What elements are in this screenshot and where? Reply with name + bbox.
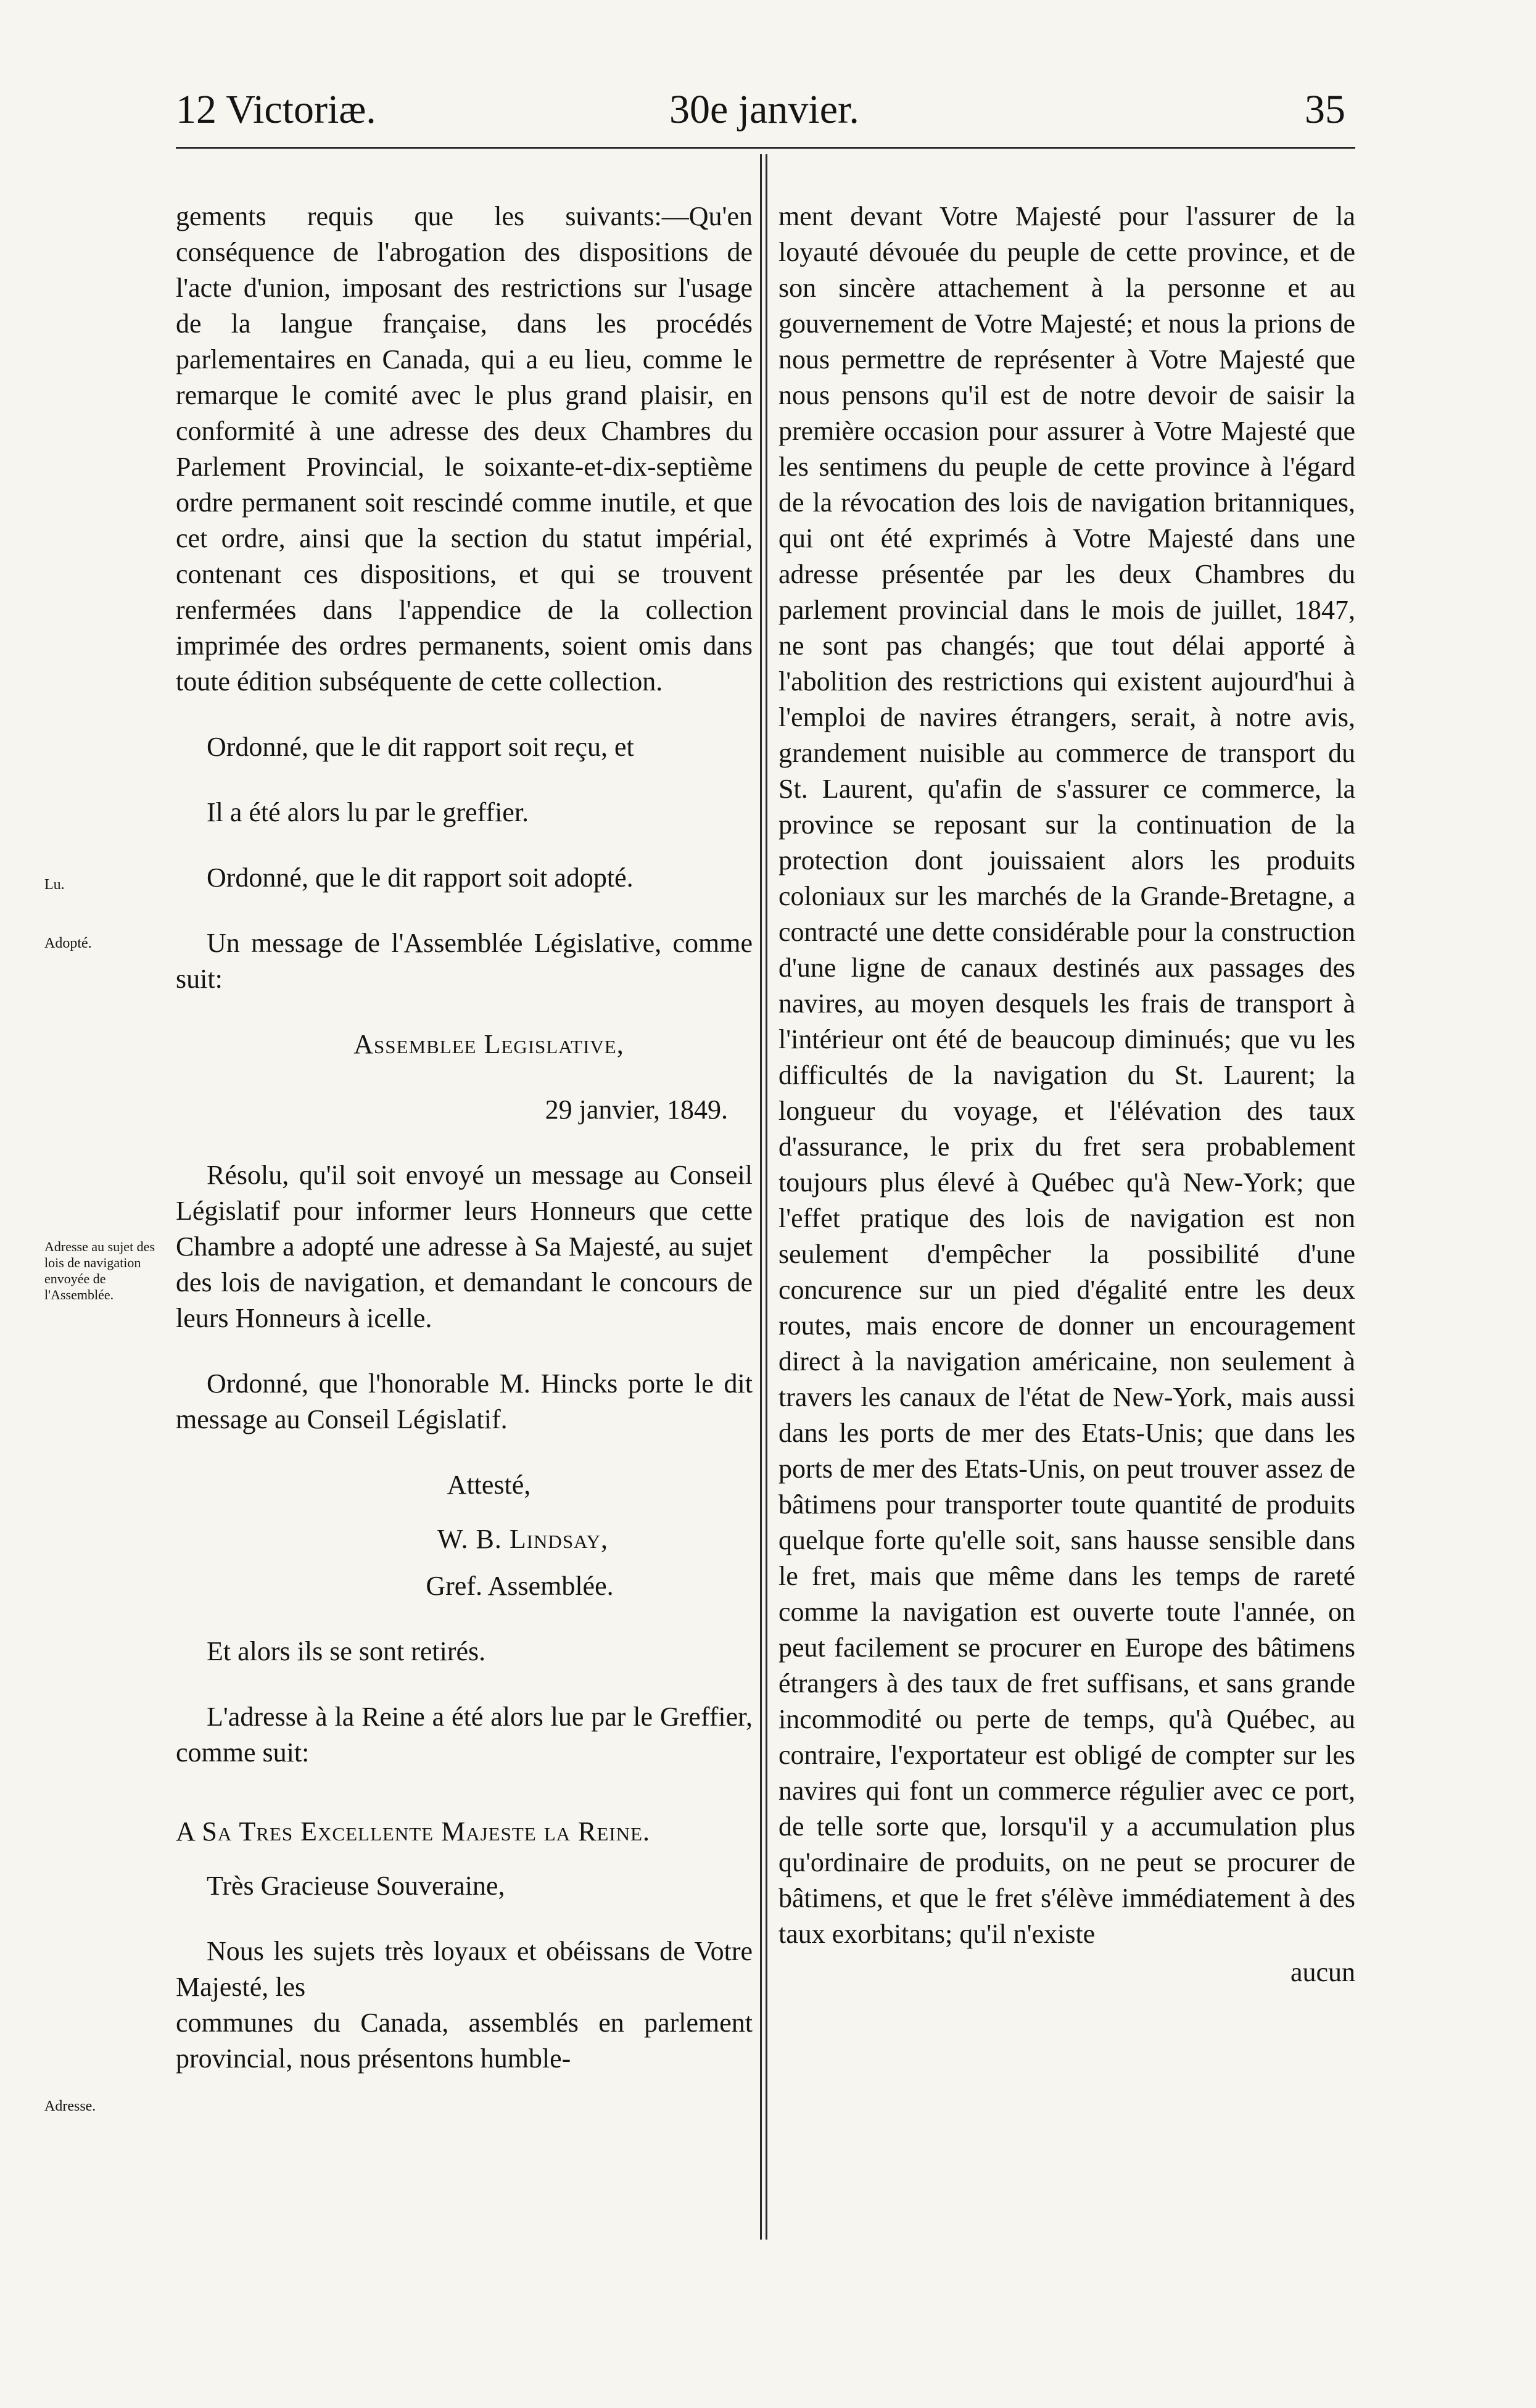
right-column bbox=[778, 199, 1355, 1990]
paragraph: Attesté, bbox=[447, 1470, 531, 1500]
paragraph: communes du Canada, assemblés en parlement provincial, nous présentons humble- bbox=[176, 2008, 753, 2074]
paragraph: Ordonné, que le dit rapport soit adopté. bbox=[207, 863, 634, 893]
paragraph: Il a été alors lu par le greffier. bbox=[207, 797, 529, 827]
catchword: aucun bbox=[1290, 1957, 1355, 1987]
paragraph: Ordonné, que l'honorable M. Hincks porte le dit message au Conseil Législatif. bbox=[176, 1368, 753, 1434]
regnal-year: 12 Victoriæ. bbox=[176, 87, 376, 132]
paragraph: Nous les sujets très loyaux et obéissans de Votre Majesté, les bbox=[176, 1936, 753, 2002]
paragraph: Résolu, qu'il soit envoyé un message au Conseil Législatif pour informer leurs Honneurs que cette Chambre a adopté une adresse à Sa Majesté, au sujet des lois de navigation, et demandant le concours de leurs Honneurs à icelle. bbox=[176, 1160, 753, 1333]
paragraph: Assemblee Legislative, bbox=[353, 1029, 624, 1059]
paragraph: L'adresse à la Reine a été alors lue par le Greffier, comme suit: bbox=[176, 1702, 753, 1768]
margin-note-adresse-navigation: Adresse au sujet des lois de navigation envoyée de l'Assemblée. bbox=[44, 1239, 155, 1302]
paragraph: Un message de l'Assemblée Législative, comme suit: bbox=[176, 928, 753, 994]
paragraph: Et alors ils se sont retirés. bbox=[207, 1636, 486, 1666]
header-rule bbox=[176, 147, 1355, 149]
paragraph: Très Gracieuse Souveraine, bbox=[207, 1871, 505, 1901]
paragraph: gements requis que les suivants:—Qu'en conséquence de l'abrogation des dispositions de l'acte d'union, imposant des restrictions sur l'usage de la langue française, dans les procédés parlementaires en Canada, qui a eu lieu, comme le remarque le comité avec le plus grand plaisir, en conformité à une adresse des deux Chambres du Parlement Provincial, le soixante-et-dix-septième ordre permanent soit rescindé comme inutile, et que cet ordre, ainsi que la section du statut impérial, contenant ces dispositions, et qui se trouvent renfermées dans l'appendice de la collection imprimée des ordres permanents, soient omis dans toute édition subséquente de cette collection. bbox=[176, 201, 753, 697]
paragraph: Ordonné, que le dit rapport soit reçu, et bbox=[207, 732, 634, 762]
margin-note-lu: Lu. bbox=[44, 877, 65, 893]
column-divider bbox=[760, 154, 767, 2240]
paragraph: Gref. Assemblée. bbox=[426, 1571, 614, 1601]
page-header bbox=[0, 86, 1536, 142]
left-column bbox=[176, 199, 753, 2077]
margin-note-adresse: Adresse. bbox=[44, 2098, 96, 2114]
paragraph: A Sa Tres Excellente Majeste la Reine. bbox=[176, 1816, 650, 1847]
page-number: 35 bbox=[1305, 87, 1345, 132]
date-heading: 30e janvier. bbox=[669, 87, 859, 132]
margin-note-adopte: Adopté. bbox=[44, 935, 92, 951]
paragraph: 29 janvier, 1849. bbox=[545, 1094, 728, 1125]
paragraph: ment devant Votre Majesté pour l'assurer de la loyauté dévouée du peuple de cette province, et de son sincère attachement à la personne et au gouvernement de Votre Majesté; et nous la prions de nous permettre de représenter à Votre Majesté que nous pensons qu'il est de notre devoir de saisir la première occasion pour assurer à Votre Majesté que les sentimens du peuple de cette province à l'égard de la révocation des lois de navigation britanniques, qui ont été exprimés à Votre Majesté dans une adresse présentée par les deux Chambres du parlement provincial dans le mois de juillet, 1847, ne sont pas changés; que tout délai apporté à l'abolition des restrictions qui existent aujourd'hui à l'emploi de navires étrangers, serait, à notre avis, grandement nuisible au commerce de transport du St. Laurent, qu'afin de s'assurer ce commerce, la province se reposant sur la continuation de la protection dont jouissaient alors les produits coloniaux sur les marchés de la Grande-Bretagne, a contracté une dette considérable pour la construction d'une ligne de canaux destinés aux passages des navires, au moyen desquels les frais de transport à l'intérieur ont été de beaucoup diminués; que vu les difficultés de la navigation du St. Laurent; la longueur du voyage, et l'élévation des taux d'assurance, le prix du fret sera probablement toujours plus élevé à Québec qu'à New-York; que l'effet pratique des lois de navigation est non seulement d'empêcher la possibilité d'une concurence sur un pied d'égalité entre les deux routes, mais encore de donner un encouragement direct à la navigation américaine, non seulement à travers les canaux de l'état de New-York, mais aussi dans les ports de mer des Etats-Unis; que dans les ports de mer des Etats-Unis, on peut trouver assez de bâtimens pour transporter toute quantité de produits quelque forte qu'elle soit, sans hausse sensible dans le fret, mais que même dans les temps de rareté comme la navigation est ouverte toute l'année, on peut facilement se procurer en Europe des bâtimens étrangers à des taux de fret suffisans, et sans grande incommodité ou perte de temps, qu'à Québec, au contraire, l'exportateur est obligé de compter sur les navires qui font un commerce régulier avec ce port, de telle sorte que, lorsqu'il y a accumulation plus qu'ordinaire de produits, on ne peut se procurer de bâtimens, et que le fret s'élève immédiatement à des taux exorbitans; qu'il n'existe bbox=[778, 201, 1355, 1949]
paragraph: W. B. Lindsay, bbox=[437, 1524, 608, 1554]
